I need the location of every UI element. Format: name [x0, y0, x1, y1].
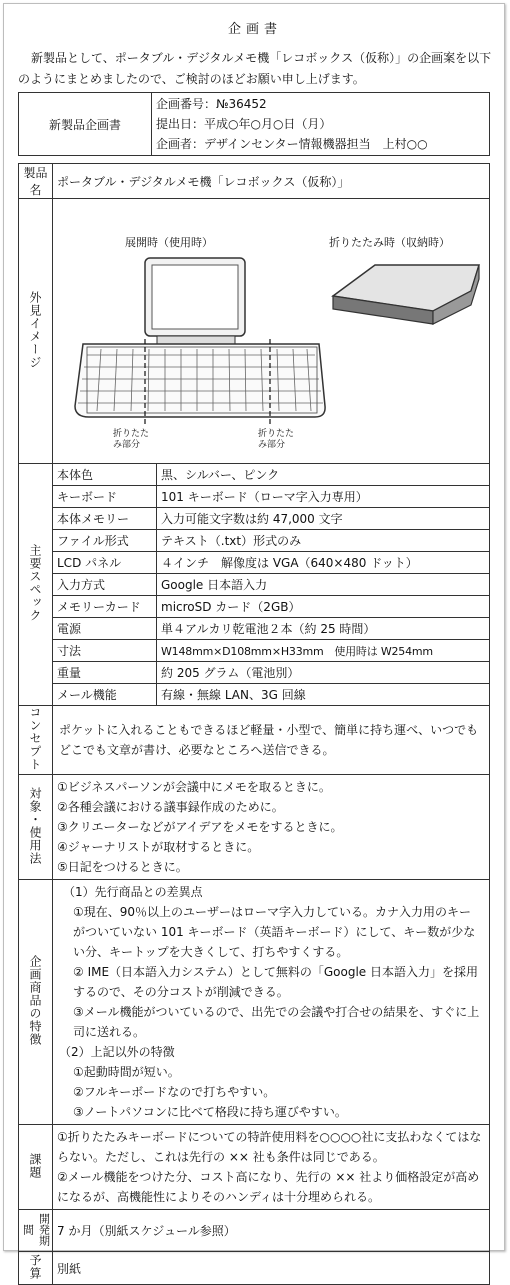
plan-number: 企画番号：№36452 [156, 97, 267, 111]
fold-label-left: 折りたた み部分 [113, 429, 150, 450]
spec-key: 重量 [53, 662, 157, 684]
usage-item: ①ビジネスパーソンが会議中にメモを取るときに。 [57, 780, 331, 794]
issue-2: ②メール機能をつけた分、コスト高になり、先行の ×× 社より価格設定が高めになるが、高機能性によりそのハンディは十分埋められる。 [57, 1170, 480, 1204]
usage-item: ③クリエーターなどがアイデアをメモをするときに。 [57, 820, 343, 834]
feature-diff-3: ③メール機能がついているので、出先での会議や打合せの結果を、すぐに上司に送れる。 [73, 1005, 480, 1039]
concept-text: ポケットに入れることもできるほど軽量・小型で、簡単に持ち運べ、いつでもどこでも文章が書け、必要なところへ送信できる。 [53, 706, 490, 775]
features-block [53, 880, 490, 1125]
features-label-cell [19, 880, 53, 1125]
header-label: 新製品企画書 [19, 93, 152, 156]
specs-label: 主要スペック [28, 544, 42, 622]
intro-paragraph: 新製品として、ポータブル・デジタルメモ機「レコボックス（仮称）」の企画案を以下のようにまとめましたので、ご検討のほどお願い申し上げます。 [18, 51, 492, 86]
spec-value: 101 キーボード（ローマ字入力専用） [157, 486, 490, 508]
spec-value: テキスト（.txt）形式のみ [157, 530, 490, 552]
feature-diff-1: ①現在、90％以上のユーザーはローマ字入力している。カナ入力用のキーがついていない 101 キーボード（英語キーボード）にして、キー数が少ない分、キートップを大きくして、打ちやすくする。 [73, 905, 476, 959]
feature-other-1: ①起動時間が短い。 [73, 1065, 180, 1079]
concept-label: コンセプト [28, 706, 42, 771]
usage-item: ⑤日記をつけるときに。 [57, 860, 188, 874]
fold-label-right: 折りたた み部分 [258, 429, 295, 450]
keyboard-body [75, 339, 325, 425]
screen-lid [145, 258, 245, 344]
header-info [152, 93, 490, 156]
spec-key: メモリーカード [53, 596, 157, 618]
spec-key: キーボード [53, 486, 157, 508]
spec-value: microSD カード（2GB） [157, 596, 490, 618]
folded-device [333, 265, 479, 324]
spec-key: LCD パネル [53, 552, 157, 574]
feature-diff-2: ② IME（日本語入力システム）として無料の「Google 日本語入力」を採用するので、その分コストが削減できる。 [73, 965, 478, 999]
document-title: 企画書 [227, 22, 282, 37]
spec-value: 有線・無線 LAN、3G 回線 [157, 684, 490, 706]
appearance-label: 外見イメージ [28, 290, 42, 369]
appearance-illustration [53, 199, 490, 464]
spec-key: ファイル形式 [53, 530, 157, 552]
issues-label: 課題 [28, 1152, 42, 1179]
features-label: 企画商品の特徴 [28, 955, 42, 1046]
spec-key: 入力方式 [53, 574, 157, 596]
budget-label-cell [19, 1252, 53, 1285]
usage-label-cell [19, 775, 53, 880]
features-heading-2: （2）上記以外の特徴 [59, 1045, 175, 1059]
spec-key: 電源 [53, 618, 157, 640]
issues-block [53, 1125, 490, 1210]
issues-label-cell [19, 1125, 53, 1210]
feature-other-3: ③ノートパソコンに比べて格段に持ち運びやすい。 [73, 1105, 347, 1119]
spec-key: 寸法 [53, 640, 157, 662]
feature-other-2: ②フルキーボードなので打ちやすい。 [73, 1085, 276, 1099]
usage-list [53, 775, 490, 880]
budget-label: 予算 [28, 1253, 42, 1280]
spec-value: 黒、シルバー、ピンク [157, 464, 490, 486]
product-name: ポータブル・デジタルメモ機「レコボックス（仮称）」 [53, 164, 490, 199]
main-table [18, 163, 490, 1285]
submit-date: 提出日：平成○年○月○日（月） [156, 117, 332, 131]
spec-value: W148mm×D108mm×H33mm 使用時は W254mm [157, 640, 490, 662]
features-heading-1: （1）先行商品との差異点 [63, 885, 203, 899]
concept-label-cell [19, 706, 53, 775]
budget-value: 別紙 [53, 1252, 490, 1285]
appearance-label-cell [19, 199, 53, 464]
spec-value: 単４アルカリ乾電池２本（約 25 時間） [157, 618, 490, 640]
spec-key: 本体色 [53, 464, 157, 486]
spec-key: メール機能 [53, 684, 157, 706]
spec-value: Google 日本語入力 [157, 574, 490, 596]
specs-label-cell [19, 464, 53, 706]
spec-value: 入力可能文字数は約 47,000 文字 [157, 508, 490, 530]
usage-item: ④ジャーナリストが取材するときに。 [57, 840, 260, 854]
planner: 企画者：デザインセンター情報機器担当 上村○○ [156, 137, 428, 151]
issue-1: ①折りたたみキーボードについての特許使用料を○○○○社に支払わなくてはならない。ただし、これは先行の ×× 社も条件は同じである。 [57, 1130, 482, 1164]
product-label: 製品名 [19, 164, 53, 199]
period-value: 7 か月（別紙スケジュール参照） [53, 1210, 490, 1252]
spec-value: ４インチ 解像度は VGA（640×480 ドット） [157, 552, 490, 574]
spec-value: 約 205 グラム（電池別） [157, 662, 490, 684]
usage-label: 対象・使用法 [28, 786, 42, 865]
open-caption: 展開時（使用時） [125, 236, 213, 249]
period-label: 開発期間 [21, 1212, 51, 1246]
spec-key: 本体メモリー [53, 508, 157, 530]
folded-caption: 折りたたみ時（収納時） [329, 236, 450, 249]
usage-item: ②各種会議における議事録作成のために。 [57, 800, 284, 814]
device-drawing [53, 199, 489, 463]
period-label-cell [19, 1210, 53, 1252]
header-table [18, 92, 490, 156]
